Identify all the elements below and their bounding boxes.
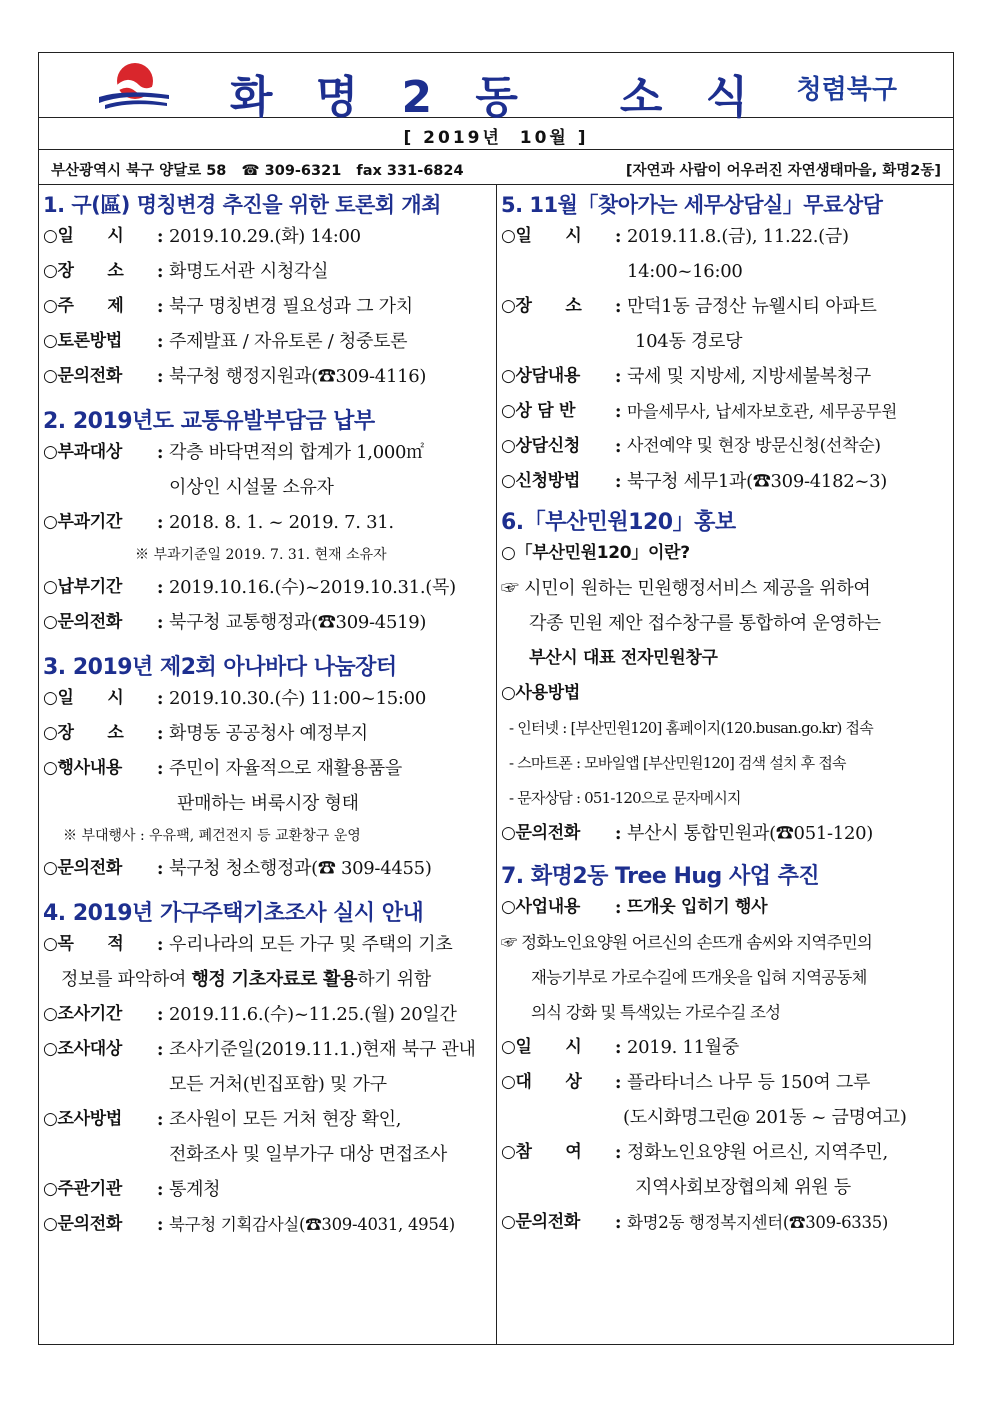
row-value: 만덕1동 금정산 뉴웰시티 아파트 [627, 296, 877, 317]
info-row: ○장 소 : 화명동 공공청사 예정부지 [43, 716, 491, 751]
info-row: ○문의전화 : 부산시 통합민원과(☎051-120) [501, 816, 951, 851]
contact-address: 부산광역시 북구 양달로 58 ☎ 309-6321 fax 331-6824 [51, 163, 464, 179]
row-value: 주민이 자율적으로 재활용품을 [169, 758, 402, 779]
row-continuation: 판매하는 벼룩시장 형태 [177, 793, 359, 814]
info-row: ○조사대상 : 조사기준일(2019.11.1.)현재 북구 관내 [43, 1032, 491, 1067]
info-row: ○납부기간 : 2019.10.16.(수)~2019.10.31.(목) [43, 570, 491, 605]
row-value: 북구청 세무1과(☎309-4182~3) [627, 471, 888, 492]
row-label: ○일 시 [501, 226, 582, 246]
row-label: ○상담내용 [501, 366, 581, 386]
slogan: [자연과 사람이 어우러진 자연생태마을, 화명2동] [625, 163, 941, 179]
section-2 [43, 404, 491, 640]
row-label: ○목 적 [43, 934, 124, 954]
left-column [43, 189, 491, 1242]
row-label: ○문의전화 [43, 1214, 123, 1234]
info-row: ○상담신청 : 사전예약 및 현장 방문신청(선착순) [501, 429, 951, 464]
row-continuation: 14:00~16:00 [627, 261, 743, 282]
row-value: 2019.10.29.(화) 14:00 [169, 226, 361, 247]
row-label: ○장 소 [43, 261, 124, 281]
row-value: 사전예약 및 현장 방문신청(선착순) [627, 436, 881, 456]
row-label: ○문의전화 [43, 612, 123, 632]
row-value: 통계청 [169, 1179, 221, 1200]
row-label: ○문의전화 [501, 823, 581, 843]
row-label: ○행사내용 [43, 758, 123, 778]
usage-heading: ○사용방법 [501, 683, 581, 703]
info-row: ○일 시 : 2019.10.30.(수) 11:00~15:00 [43, 681, 491, 716]
row-label: ○부과기간 [43, 512, 123, 532]
row-label: ○일 시 [501, 1037, 582, 1057]
row-continuation: 모든 거처(빈집포함) 및 가구 [169, 1074, 387, 1095]
row-continuation: (도시화명그린@ 201동 ~ 금명여고) [623, 1107, 907, 1128]
row-label: ○토론방법 [43, 331, 123, 351]
newsletter-frame [38, 52, 954, 1345]
info-row: ○문의전화 : 북구청 교통행정과(☎309-4519) [43, 605, 491, 640]
info-row: ○참 여 : 정화노인요양원 어르신, 지역주민, [501, 1135, 951, 1170]
section-4 [43, 896, 491, 1242]
row-label: ○조사기간 [43, 1004, 123, 1024]
row-value: 마을세무사, 납세자보호관, 세무공무원 [627, 402, 898, 421]
row-label: ○부과대상 [43, 442, 123, 462]
question-line: ○「부산민원120」이란? [501, 543, 690, 563]
text-emphasis: 행정 기초자료로 활용 [191, 969, 358, 990]
row-value: 북구 명칭변경 필요성과 그 가치 [169, 296, 413, 317]
row-value: 북구청 청소행정과(☎ 309-4455) [169, 858, 432, 879]
newsletter-title: 화 명 2 동 소 식 [229, 72, 763, 123]
row-value: 2019.11.8.(금), 11.22.(금) [627, 226, 849, 247]
row-label: ○조사대상 [43, 1039, 123, 1059]
address-bar [51, 159, 941, 180]
section-title: 2. 2019년도 교통유발부담금 납부 [43, 409, 375, 434]
usage-item: - 문자상담 : 051-120으로 문자메시지 [509, 789, 741, 807]
row-value: 2019.11.6.(수)~11.25.(월) 20일간 [169, 1004, 457, 1025]
row-value: 화명도서관 시청각실 [169, 261, 329, 282]
info-row: ○신청방법 : 북구청 세무1과(☎309-4182~3) [501, 464, 951, 499]
row-value: 북구청 기획감사실(☎309-4031, 4954) [169, 1215, 455, 1234]
row-value: 우리나라의 모든 가구 및 주택의 기초 [169, 934, 453, 955]
info-row: ○부과기간 : 2018. 8. 1. ~ 2019. 7. 31. [43, 505, 491, 540]
info-row: ○문의전화 : 북구청 행정지원과(☎309-4116) [43, 359, 491, 394]
info-row: ○일 시 : 2019.11.8.(금), 11.22.(금) [501, 219, 951, 254]
logo-text: 청렴북구 [796, 75, 897, 105]
row-value: 플라타너스 나무 등 150여 그루 [627, 1072, 871, 1093]
info-row: ○일 시 : 2019.10.29.(화) 14:00 [43, 219, 491, 254]
info-row: ○조사방법 : 조사원이 모든 거처 현장 확인, [43, 1102, 491, 1137]
paragraph-line: 부산시 대표 전자민원창구 [529, 648, 718, 668]
row-value: 2019.10.16.(수)~2019.10.31.(목) [169, 577, 456, 598]
row-label: ○상담신청 [501, 436, 581, 456]
section-7 [501, 859, 951, 1240]
row-label: ○일 시 [43, 688, 124, 708]
info-row: ○목 적 : 우리나라의 모든 가구 및 주택의 기초 [43, 927, 491, 962]
section-5 [501, 189, 951, 499]
info-row: ○행사내용 : 주민이 자율적으로 재활용품을 [43, 751, 491, 786]
info-row: ○주 제 : 북구 명칭변경 필요성과 그 가치 [43, 289, 491, 324]
footnote: ※ 부대행사 : 우유팩, 폐건전지 등 교환창구 운영 [63, 828, 361, 844]
info-row: ○대 상 : 플라타너스 나무 등 150여 그루 [501, 1065, 951, 1100]
row-value: 국세 및 지방세, 지방세불복청구 [627, 366, 871, 387]
section-title: 6.「부산민원120」홍보 [501, 510, 736, 535]
section-title: 3. 2019년 제2회 아나바다 나눔장터 [43, 655, 397, 680]
row-label: ○문의전화 [43, 366, 123, 386]
section-1 [43, 189, 491, 394]
info-row: ○상 담 반 : 마을세무사, 납세자보호관, 세무공무원 [501, 394, 951, 429]
row-label: ○문의전화 [501, 1212, 581, 1232]
row-continuation: 지역사회보장협의체 위원 등 [635, 1177, 851, 1198]
info-row: ○장 소 : 화명도서관 시청각실 [43, 254, 491, 289]
section-3 [43, 650, 491, 886]
footnote: ※ 부과기준일 2019. 7. 31. 현재 소유자 [135, 547, 387, 563]
row-label: ○참 여 [501, 1142, 582, 1162]
info-row: ○토론방법 : 주제발표 / 자유토론 / 청중토론 [43, 324, 491, 359]
issue-date: [ 2019년 10월 ] [403, 128, 589, 148]
clean-bukgu-logo [797, 69, 897, 106]
row-label: ○주 제 [43, 296, 124, 316]
row-label: ○일 시 [43, 226, 124, 246]
info-row: ○문의전화 : 북구청 기획감사실(☎309-4031, 4954) [43, 1207, 491, 1242]
row-value: 뜨개옷 입히기 행사 [627, 897, 768, 917]
row-value: 주제발표 / 자유토론 / 청중토론 [169, 331, 408, 352]
info-row: ○조사기간 : 2019.11.6.(수)~11.25.(월) 20일간 [43, 997, 491, 1032]
row-label: ○주관기관 [43, 1179, 123, 1199]
row-continuation: 104동 경로당 [635, 331, 743, 352]
row-label: ○사업내용 [501, 897, 581, 917]
info-row: ○주관기관 : 통계청 [43, 1172, 491, 1207]
row-label: ○납부기간 [43, 577, 123, 597]
usage-item: - 스마트폰 : 모바일앱 [부산민원120] 검색 설치 후 접속 [509, 754, 846, 772]
section-title: 4. 2019년 가구주택기초조사 실시 안내 [43, 901, 424, 926]
row-value: 북구청 교통행정과(☎309-4519) [169, 612, 427, 633]
row-continuation [43, 962, 491, 997]
row-value: 북구청 행정지원과(☎309-4116) [169, 366, 427, 387]
row-value: 부산시 통합민원과(☎051-120) [627, 823, 873, 844]
row-continuation: 전화조사 및 일부가구 대상 면접조사 [169, 1144, 448, 1165]
row-label: ○장 소 [43, 723, 124, 743]
row-value: 2019. 11월중 [627, 1037, 739, 1058]
info-row: ○부과대상 : 각층 바닥면적의 합계가 1,000㎡ [43, 435, 491, 470]
text-part: 하기 위함 [357, 969, 431, 990]
section-title: 7. 화명2동 Tree Hug 사업 추진 [501, 864, 820, 889]
section-6 [501, 505, 951, 851]
row-label: ○상 담 반 [501, 401, 576, 421]
paragraph-line: 재능기부로 가로수길에 뜨개옷을 입혀 지역공동체 [531, 968, 867, 987]
section-title: 5. 11월「찾아가는 세무상담실」무료상담 [501, 193, 883, 217]
row-label: ○조사방법 [43, 1109, 123, 1129]
info-row: ○일 시 : 2019. 11월중 [501, 1030, 951, 1065]
row-continuation: 이상인 시설물 소유자 [169, 477, 334, 498]
info-row: ○문의전화 : 북구청 청소행정과(☎ 309-4455) [43, 851, 491, 886]
row-value: 조사원이 모든 거처 현장 확인, [169, 1109, 402, 1130]
text-part: 정보를 파악하여 [61, 969, 192, 990]
info-row: ○상담내용 : 국세 및 지방세, 지방세불복청구 [501, 359, 951, 394]
paragraph-line: ☞ 시민이 원하는 민원행정서비스 제공을 위하여 [501, 578, 871, 599]
paragraph-line: 각종 민원 제안 접수창구를 통합하여 운영하는 [529, 613, 881, 634]
row-label: ○문의전화 [43, 858, 123, 878]
usage-item: - 인터넷 : [부산민원120] 홈페이지(120.busan.go.kr) 접속 [509, 719, 873, 737]
row-value: 조사기준일(2019.11.1.)현재 북구 관내 [169, 1039, 476, 1060]
row-value: 화명2동 행정복지센터(☎309-6335) [627, 1213, 889, 1232]
paragraph-line: 의식 강화 및 특색있는 가로수길 조성 [531, 1003, 781, 1022]
info-row: ○장 소 : 만덕1동 금정산 뉴웰시티 아파트 [501, 289, 951, 324]
paragraph-line: ☞ 정화노인요양원 어르신의 손뜨개 솜씨와 지역주민의 [501, 933, 872, 952]
row-label: ○대 상 [501, 1072, 582, 1092]
row-label: ○장 소 [501, 296, 582, 316]
info-row: ○문의전화 : 화명2동 행정복지센터(☎309-6335) [501, 1205, 951, 1240]
row-label: ○신청방법 [501, 471, 581, 491]
row-value: 정화노인요양원 어르신, 지역주민, [627, 1142, 888, 1163]
row-value: 각층 바닥면적의 합계가 1,000㎡ [169, 442, 424, 463]
right-column [501, 189, 951, 1240]
divider [39, 149, 953, 150]
row-value: 2019.10.30.(수) 11:00~15:00 [169, 688, 426, 709]
section-title: 1. 구(區) 명칭변경 추진을 위한 토론회 개최 [43, 193, 441, 217]
row-value: 2018. 8. 1. ~ 2019. 7. 31. [169, 512, 394, 533]
info-row: ○사업내용 : 뜨개옷 입히기 행사 [501, 890, 951, 925]
column-divider [496, 184, 497, 1344]
row-value: 화명동 공공청사 예정부지 [169, 723, 368, 744]
